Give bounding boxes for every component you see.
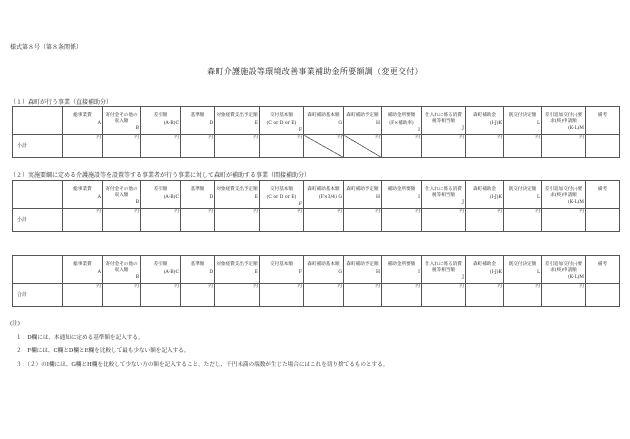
column-header xyxy=(542,256,586,284)
amount-cell[interactable] xyxy=(215,284,260,307)
unit-label: 円 xyxy=(96,284,101,289)
column-label: 森町補助金 xyxy=(473,187,496,192)
column-label: 森町補助予定額 xyxy=(346,113,379,118)
note-item: １ D欄には、本通知に定める基準額を記入する。 xyxy=(16,334,144,341)
row-label: 小計 xyxy=(13,209,63,232)
unit-label: 円 xyxy=(579,135,584,141)
column-header xyxy=(344,181,382,209)
column-header xyxy=(542,107,586,135)
column-label: 森町補助基本額 xyxy=(307,187,340,192)
column-label: 総事業費 xyxy=(73,187,92,192)
table-row xyxy=(13,284,620,307)
unit-label: 円 xyxy=(174,209,179,215)
unit-label: 円 xyxy=(253,135,258,141)
row-label: 小計 xyxy=(13,135,63,158)
unit-label: 円 xyxy=(208,284,213,289)
amount-cell[interactable] xyxy=(382,135,422,158)
column-letter: A xyxy=(97,269,101,275)
header-row xyxy=(13,107,620,135)
column-letter: L xyxy=(536,194,540,200)
amount-cell[interactable] xyxy=(141,209,181,232)
unit-label: 円 xyxy=(459,209,464,215)
column-label: 対象経費支出予定額 xyxy=(216,262,258,267)
column-header xyxy=(504,256,542,284)
column-label: 備考 xyxy=(597,187,608,192)
row-label: 合計 xyxy=(13,284,63,307)
unit-label: 円 xyxy=(253,209,258,215)
column-header xyxy=(586,107,620,135)
unit-label: 円 xyxy=(297,135,302,141)
column-label: 森町補助金 xyxy=(473,113,496,118)
column-letter: (I-J)K xyxy=(489,194,502,200)
amount-cell[interactable] xyxy=(141,284,181,307)
column-label: 交付基本額 xyxy=(270,113,293,118)
column-label: 補助金所要額 xyxy=(387,113,416,118)
column-label: 補助金所要額 xyxy=(387,262,416,267)
amount-cell[interactable] xyxy=(586,284,620,307)
column-letter: H xyxy=(375,269,380,275)
column-header xyxy=(304,181,344,209)
column-label: 基準額 xyxy=(190,113,205,118)
column-header xyxy=(382,107,422,135)
column-header xyxy=(304,256,344,284)
column-letter: J xyxy=(462,275,464,281)
column-label: 差引額 xyxy=(153,262,168,267)
column-label: 差引追加交付(-)要求(終)申請額 xyxy=(544,187,583,198)
header-row xyxy=(13,181,620,209)
column-header xyxy=(260,181,304,209)
column-header xyxy=(63,181,103,209)
column-letter: F xyxy=(298,128,302,134)
amount-cell[interactable] xyxy=(63,209,103,232)
section-2-table xyxy=(12,180,619,232)
amount-cell[interactable] xyxy=(215,209,260,232)
column-label: 既交付決定額 xyxy=(508,187,537,192)
column-header xyxy=(344,107,382,135)
amount-cell[interactable] xyxy=(103,209,141,232)
column-label: 寄付金その他の収入額 xyxy=(105,113,138,124)
column-letter: (K-L)M xyxy=(568,126,584,132)
column-letter: (F×3/4) G xyxy=(318,194,342,200)
column-label: 差引額 xyxy=(153,187,168,192)
column-formula: (C or D or E) xyxy=(266,194,297,200)
column-letter: A xyxy=(97,120,101,126)
column-label: 差引追加交付(-)要求(終)申請額 xyxy=(544,113,583,124)
column-header xyxy=(215,256,260,284)
table-row xyxy=(13,209,620,232)
amount-cell[interactable] xyxy=(422,209,466,232)
unit-label: 円 xyxy=(134,209,139,215)
column-letter: B xyxy=(135,200,139,206)
section-1-heading: （１）森町が行う事業（直接補助分） xyxy=(10,99,113,106)
column-header xyxy=(344,256,382,284)
summary-table xyxy=(12,255,620,307)
column-label: 仕入れに係る消費税等相当額 xyxy=(425,187,462,198)
amount-cell[interactable] xyxy=(181,209,215,232)
column-letter: (A-B)C xyxy=(163,269,179,275)
column-letter: H xyxy=(375,120,380,126)
column-header xyxy=(260,107,304,135)
amount-cell[interactable] xyxy=(181,135,215,158)
column-formula: (F×補助率) xyxy=(389,120,414,126)
column-label: 対象経費支出予定額 xyxy=(216,187,258,192)
corner-cell xyxy=(13,107,63,135)
amount-cell[interactable] xyxy=(260,209,304,232)
note-item: ２ F欄には、C欄とD欄とE欄を比較して最も少ない額を記入する。 xyxy=(16,348,190,354)
unit-label: 円 xyxy=(134,284,139,289)
column-header xyxy=(504,181,542,209)
amount-cell[interactable] xyxy=(215,135,260,158)
column-header xyxy=(181,256,215,284)
notes xyxy=(10,318,388,372)
unit-label: 円 xyxy=(134,135,139,141)
amount-cell[interactable] xyxy=(344,135,382,158)
amount-cell[interactable] xyxy=(382,209,422,232)
column-header xyxy=(466,181,504,209)
column-formula: (C or D or E) xyxy=(266,120,297,126)
column-label: 森町補助予定額 xyxy=(346,187,379,192)
column-label: 基準額 xyxy=(190,187,205,192)
amount-cell[interactable] xyxy=(344,284,382,307)
column-letter: B xyxy=(135,275,139,281)
column-header xyxy=(103,256,141,284)
column-letter: L xyxy=(536,269,540,275)
unit-label: 円 xyxy=(174,135,179,141)
unit-label: 円 xyxy=(375,284,380,289)
unit-label: 円 xyxy=(459,135,464,141)
column-letter: (A-B)C xyxy=(163,194,179,200)
column-label: 差引追加交付(-)要求(終)申請額 xyxy=(544,262,583,273)
amount-cell[interactable] xyxy=(504,135,542,158)
amount-cell[interactable] xyxy=(63,135,103,158)
column-label: 交付基本額 xyxy=(270,187,293,192)
amount-cell[interactable] xyxy=(344,209,382,232)
column-label: 総事業費 xyxy=(73,262,92,267)
amount-cell[interactable] xyxy=(103,284,141,307)
unit-label: 円 xyxy=(297,209,302,215)
column-letter: I xyxy=(418,194,420,200)
column-label: 基準額 xyxy=(190,262,205,267)
column-header xyxy=(103,107,141,135)
column-letter: (I-J)K xyxy=(489,269,502,275)
column-header xyxy=(382,256,422,284)
column-header xyxy=(215,107,260,135)
column-label: 寄付金その他の収入額 xyxy=(105,262,138,273)
column-header xyxy=(181,107,215,135)
unit-label: 円 xyxy=(579,209,584,215)
unit-label: 円 xyxy=(375,135,380,141)
column-letter: J xyxy=(462,200,464,206)
note-item: ３ （２）のI欄には、G欄とH欄を比較して少ない方の額を記入すること。ただし、千円未満の端数が生じた場合にはこれを切り捨てるものとする。 xyxy=(16,361,389,368)
column-header xyxy=(181,181,215,209)
column-label: 既交付決定額 xyxy=(508,113,537,118)
column-header xyxy=(63,256,103,284)
column-header xyxy=(422,256,466,284)
form-number: 様式第８号（第８条関係） xyxy=(10,44,83,51)
unit-label: 円 xyxy=(96,135,101,141)
column-letter: L xyxy=(536,120,540,126)
column-header xyxy=(141,181,181,209)
column-letter: E xyxy=(254,269,258,275)
column-label: 差引額 xyxy=(153,113,168,118)
column-letter: G xyxy=(338,120,342,126)
unit-label: 円 xyxy=(497,135,502,141)
unit-label: 円 xyxy=(96,209,101,215)
unit-label: 円 xyxy=(535,209,540,215)
amount-cell[interactable] xyxy=(422,284,466,307)
column-letter: F xyxy=(298,202,302,208)
column-letter: (A-B)C xyxy=(163,120,179,126)
column-letter: F xyxy=(298,269,302,275)
column-header xyxy=(466,107,504,135)
header-row xyxy=(13,256,620,284)
column-letter: J xyxy=(462,126,464,132)
unit-label: 円 xyxy=(253,284,258,289)
column-header xyxy=(422,181,466,209)
section-2-heading: （２）実施要綱に定める介護施設等を設置等する事業者が行う事業に対して森町が補助する事業（間接補助分） xyxy=(10,172,311,179)
amount-cell[interactable] xyxy=(466,209,504,232)
column-header xyxy=(141,107,181,135)
column-label: 既交付決定額 xyxy=(508,262,537,267)
amount-cell[interactable] xyxy=(103,135,141,158)
summary-table xyxy=(12,180,620,232)
column-label: 森町補助金 xyxy=(473,262,496,267)
column-letter: (K-L)M xyxy=(568,275,584,281)
unit-label: 円 xyxy=(497,209,502,215)
amount-cell[interactable] xyxy=(382,284,422,307)
section-1-table xyxy=(12,106,619,158)
amount-cell[interactable] xyxy=(504,209,542,232)
column-letter: I xyxy=(418,128,420,134)
unit-label: 円 xyxy=(337,209,342,215)
column-header xyxy=(422,107,466,135)
table-row xyxy=(13,135,620,158)
column-label: 対象経費支出予定額 xyxy=(216,113,258,118)
amount-cell[interactable] xyxy=(260,284,304,307)
column-letter: D xyxy=(209,194,213,200)
unit-label: 円 xyxy=(174,284,179,289)
amount-cell[interactable] xyxy=(63,284,103,307)
corner-cell xyxy=(13,181,63,209)
unit-label: 円 xyxy=(208,209,213,215)
amount-cell[interactable] xyxy=(422,135,466,158)
unit-label: 円 xyxy=(497,284,502,289)
column-header xyxy=(304,107,344,135)
column-label: 森町補助基本額 xyxy=(307,262,340,267)
unit-label: 円 xyxy=(375,209,380,215)
column-label: 仕入れに係る消費税等相当額 xyxy=(425,113,462,124)
column-label: 寄付金その他の収入額 xyxy=(105,187,138,198)
unit-label: 円 xyxy=(297,284,302,289)
column-label: 森町補助基本額 xyxy=(307,113,340,118)
amount-cell[interactable] xyxy=(542,209,586,232)
column-label: 森町補助予定額 xyxy=(346,262,379,267)
unit-label: 円 xyxy=(579,284,584,289)
column-header xyxy=(382,181,422,209)
amount-cell[interactable] xyxy=(466,284,504,307)
amount-cell[interactable] xyxy=(304,209,344,232)
summary-table xyxy=(12,106,620,158)
column-header xyxy=(586,181,620,209)
amount-cell[interactable] xyxy=(141,135,181,158)
column-header xyxy=(260,256,304,284)
amount-cell[interactable] xyxy=(586,209,620,232)
column-letter: B xyxy=(135,126,139,132)
amount-cell[interactable] xyxy=(260,135,304,158)
unit-label: 円 xyxy=(415,135,420,141)
amount-cell[interactable] xyxy=(466,135,504,158)
column-label: 補助金所要額 xyxy=(387,187,416,192)
amount-cell[interactable] xyxy=(304,284,344,307)
amount-cell[interactable] xyxy=(542,284,586,307)
column-header xyxy=(141,256,181,284)
corner-cell xyxy=(13,256,63,284)
column-letter: E xyxy=(254,120,258,126)
column-label: 交付基本額 xyxy=(270,262,293,267)
unit-label: 円 xyxy=(337,135,342,141)
column-label: 仕入れに係る消費税等相当額 xyxy=(425,262,462,273)
unit-label: 円 xyxy=(535,135,540,141)
page-title: 森町介護施設等環境改善事業補助金所要額調（変更交付） xyxy=(207,67,423,76)
column-label: 備考 xyxy=(597,262,608,267)
column-header xyxy=(504,107,542,135)
column-letter: H xyxy=(375,194,380,200)
column-header xyxy=(103,181,141,209)
column-header xyxy=(466,256,504,284)
column-letter: D xyxy=(209,269,213,275)
column-label: 備考 xyxy=(597,113,608,118)
unit-label: 円 xyxy=(459,284,464,289)
amount-cell[interactable] xyxy=(504,284,542,307)
column-label: 総事業費 xyxy=(73,113,92,118)
column-header xyxy=(586,256,620,284)
column-letter: E xyxy=(254,194,258,200)
amount-cell[interactable] xyxy=(586,135,620,158)
column-letter: (I-J)K xyxy=(489,120,502,126)
notes-heading: (注) xyxy=(10,321,20,327)
unit-label: 円 xyxy=(415,209,420,215)
column-letter: A xyxy=(97,194,101,200)
total-table xyxy=(12,255,619,307)
column-header xyxy=(215,181,260,209)
column-letter: G xyxy=(338,269,342,275)
amount-cell[interactable] xyxy=(304,135,344,158)
unit-label: 円 xyxy=(337,284,342,289)
column-letter: D xyxy=(209,120,213,126)
unit-label: 円 xyxy=(208,135,213,141)
column-header xyxy=(63,107,103,135)
amount-cell[interactable] xyxy=(181,284,215,307)
column-letter: (K-L)M xyxy=(568,200,584,206)
column-letter: I xyxy=(418,269,420,275)
unit-label: 円 xyxy=(415,284,420,289)
column-header xyxy=(542,181,586,209)
amount-cell[interactable] xyxy=(542,135,586,158)
unit-label: 円 xyxy=(535,284,540,289)
